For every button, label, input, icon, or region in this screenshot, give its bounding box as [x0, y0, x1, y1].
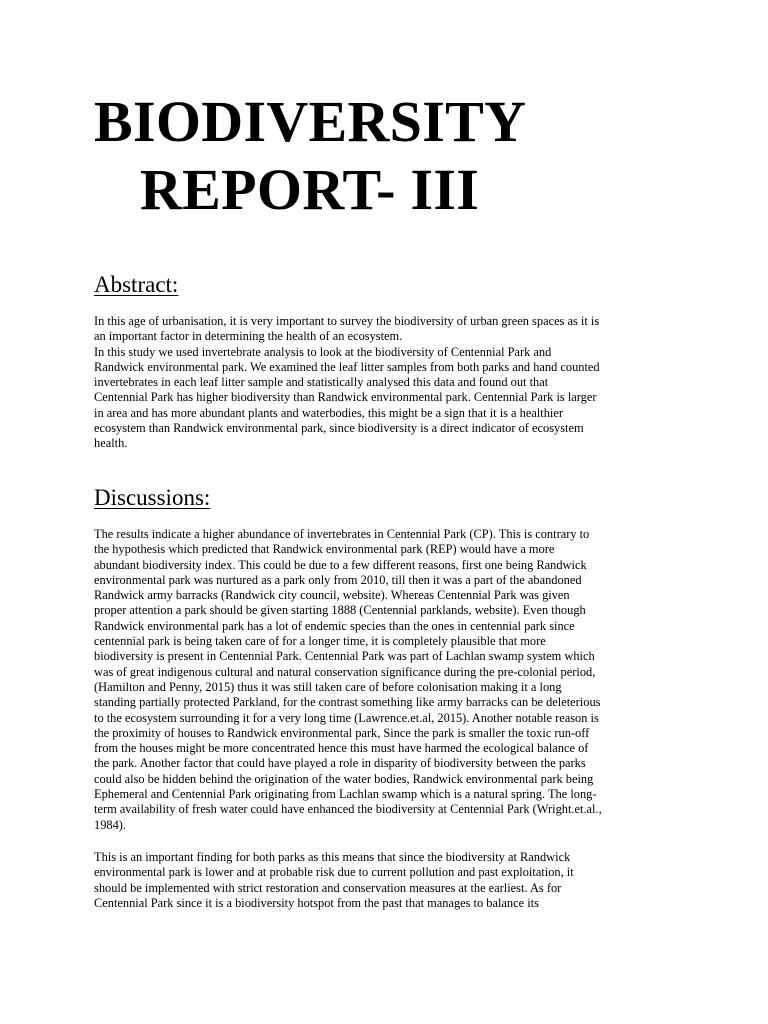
text-line: In this age of urbanisation, it is very important to survey the biodiversity of urban green spaces as it is — [94, 314, 600, 328]
text-line: the park. Another factor that could have played a role in disparity of biodiversity between the parks — [94, 756, 586, 771]
abstract-paragraph — [94, 314, 684, 452]
text-line: the proximity of houses to Randwick environmental park, Since the park is smaller the toxic run-off — [94, 725, 590, 740]
text-line: centennial park is being taken care of for a longer time, it is completely plausible that more — [94, 634, 546, 649]
discussions-paragraph-1 — [94, 527, 684, 833]
text-line: term availability of fresh water could have enhanced the biodiversity at Centennial Park (Wright.et.al., — [94, 802, 602, 817]
title-line-1: BIODIVERSITY — [94, 89, 527, 154]
text-line: In this study we used invertebrate analysis to look at the biodiversity of Centennial Park and — [94, 344, 552, 359]
text-line: abundant biodiversity index. This could be due to a few different reasons, first one being Randwick — [94, 557, 587, 572]
text-line: Centennial Park since it is a biodiversity hotspot from the past that manages to balance its — [94, 895, 539, 910]
text-line: (Hamilton and Penny, 2015) thus it was still taken care of before colonisation making it a long — [94, 679, 562, 694]
text-line: The results indicate a higher abundance of invertebrates in Centennial Park (CP). This is contrary to — [94, 527, 590, 541]
title-line-2: REPORT- III — [140, 157, 480, 222]
text-line: environmental park was nurtured as a park only from 2010, till then it was a part of the abandoned — [94, 572, 582, 587]
text-line: Randwick army barracks (Randwick city council, website). Whereas Centennial Park was given — [94, 588, 570, 603]
text-line: to the ecosystem surrounding it for a very long time (Lawrence.et.al, 2015). Another notable reason is — [94, 710, 599, 725]
text-line: in area and has more abundant plants and waterbodies, this might be a sign that it is a healthier — [94, 405, 563, 420]
discussions-paragraph-2 — [94, 850, 684, 911]
text-line: 1984). — [94, 817, 127, 832]
text-line: environmental park is lower and at probable risk due to current pollution and past exploitation, it — [94, 865, 574, 880]
text-line: proper attention a park should be given starting 1888 (Centennial parklands, website). Even though — [94, 603, 586, 618]
text-line: This is an important finding for both parks as this means that since the biodiversity at Randwick — [94, 850, 571, 864]
text-line: an important factor in determining the health of an ecosystem. — [94, 329, 403, 344]
text-line: invertebrates in each leaf litter sample and statistically analysed this data and found out that — [94, 375, 549, 390]
text-line: health. — [94, 436, 128, 451]
discussions-heading: Discussions: — [94, 485, 211, 510]
abstract-heading: Abstract: — [94, 272, 179, 297]
text-line: Centennial Park has higher biodiversity than Randwick environmental park. Centennial Park is larger — [94, 390, 597, 405]
text-line: from the houses might be more concentrated hence this must have harmed the ecological balance of — [94, 741, 589, 756]
text-line: Randwick environmental park has a lot of endemic species than the ones in centennial park since — [94, 618, 575, 633]
text-line: Ephemeral and Centennial Park originating from Lachlan swamp which is a natural spring. The long- — [94, 787, 597, 802]
text-line: biodiversity is present in Centennial Park. Centennial Park was part of Lachlan swamp system which — [94, 649, 595, 664]
text-line: standing partially protected Parkland, for the contrast something like army barracks can be deleterious — [94, 695, 601, 710]
document-title — [94, 88, 526, 224]
text-line: could also be hidden behind the origination of the water bodies, Randwick environmental park being — [94, 771, 594, 786]
text-line: was of great indigenous cultural and natural conservation significance during the pre-colonial period, — [94, 664, 596, 679]
text-line: the hypothesis which predicted that Randwick environmental park (REP) would have a more — [94, 542, 555, 557]
text-line: ecosystem than Randwick environmental park, since biodiversity is a direct indicator of ecosystem — [94, 421, 584, 436]
text-line: should be implemented with strict restoration and conservation measures at the earliest. As for — [94, 880, 562, 895]
text-line: Randwick environmental park. We examined the leaf litter samples from both parks and hand counted — [94, 359, 600, 374]
